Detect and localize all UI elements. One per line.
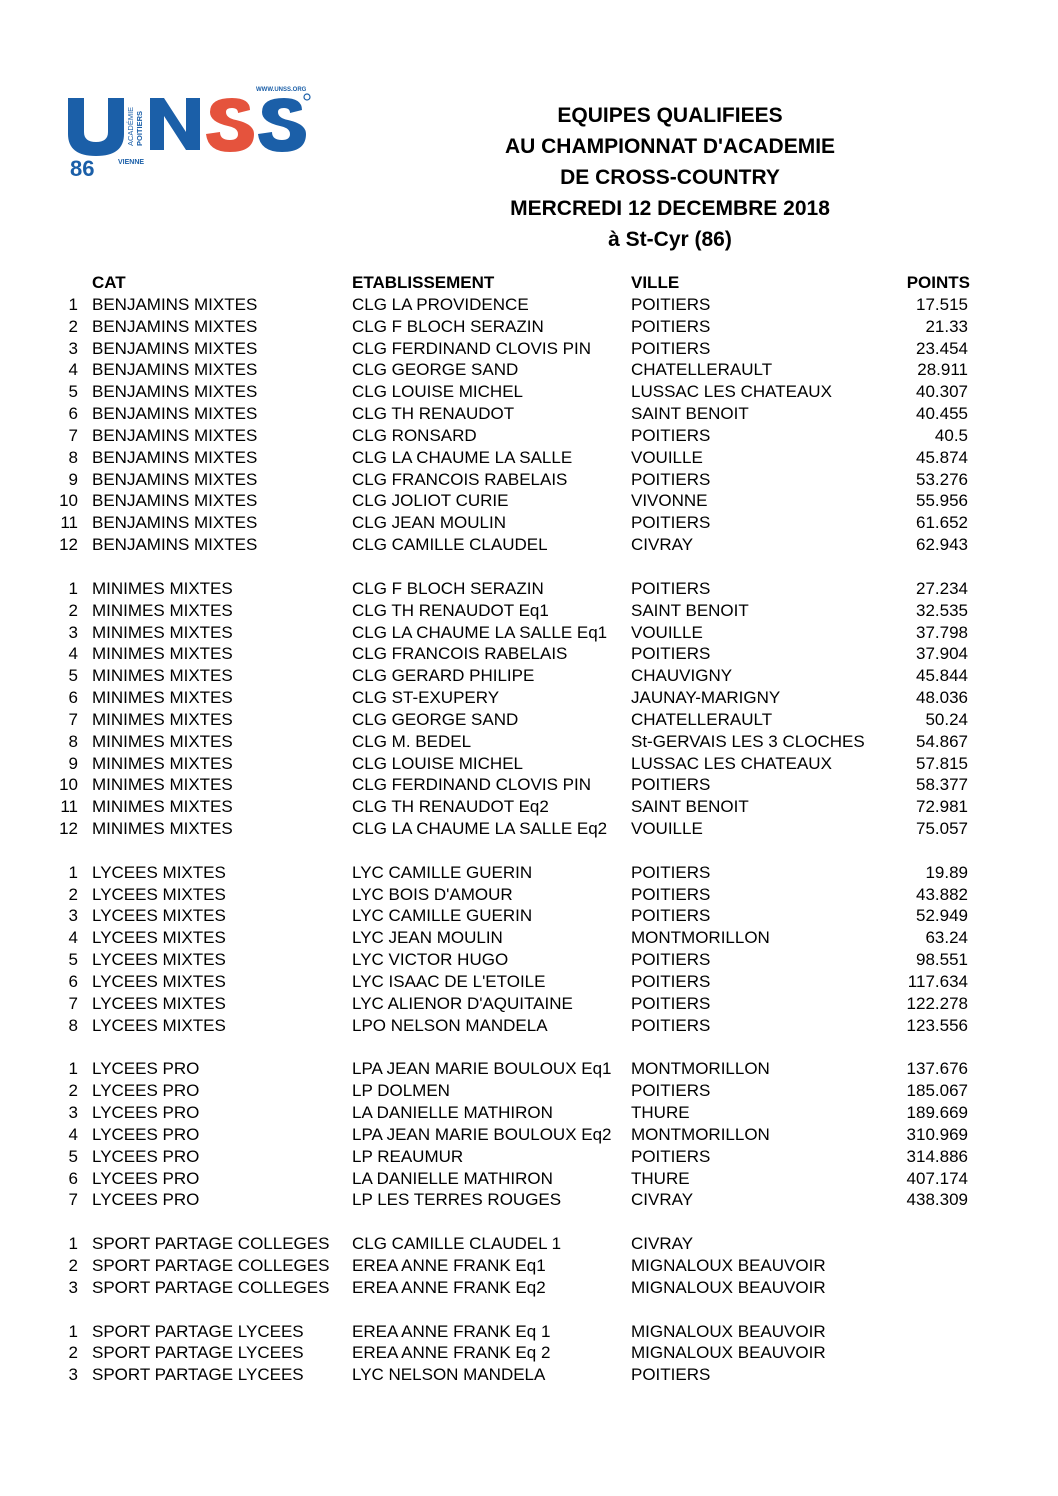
- establishment-cell: EREA ANNE FRANK Eq2: [352, 1277, 546, 1297]
- establishment-cell: CLG FERDINAND CLOVIS PIN: [352, 338, 591, 358]
- category-cell: LYCEES MIXTES: [92, 884, 226, 904]
- rank-cell: 5: [68, 1146, 78, 1166]
- table-header: [0, 272, 1058, 294]
- rank-cell: 4: [68, 928, 78, 948]
- establishment-cell: LYC ISAAC DE L'ETOILE: [352, 972, 546, 991]
- svg-text:POITIERS: POITIERS: [135, 110, 144, 146]
- category-cell: LYCEES MIXTES: [92, 928, 226, 948]
- table-row: [0, 687, 1058, 709]
- city-cell: POITIERS: [631, 513, 711, 533]
- city-cell: LUSSAC LES CHATEAUX: [631, 753, 832, 773]
- city-cell: MONTMORILLON: [631, 928, 770, 948]
- establishment-cell: CLG ST-EXUPERY: [352, 688, 500, 708]
- establishment-cell: CLG M. BEDEL: [352, 731, 472, 751]
- category-cell: BENJAMINS MIXTES: [92, 360, 258, 380]
- title-line-3: DE CROSS-COUNTRY: [560, 166, 780, 189]
- city-cell: MONTMORILLON: [631, 1124, 770, 1144]
- establishment-cell: LYC ALIENOR D'AQUITAINE: [352, 993, 573, 1013]
- category-cell: LYCEES MIXTES: [92, 993, 226, 1013]
- table-row: [0, 1146, 1058, 1168]
- establishment-cell: CLG CAMILLE CLAUDEL: [352, 535, 548, 555]
- svg-text:ACADÉMIE: ACADÉMIE: [126, 106, 135, 146]
- rank-cell: 2: [68, 884, 78, 904]
- rank-cell: 6: [68, 688, 78, 708]
- rank-cell: 1: [68, 1321, 78, 1341]
- establishment-cell: CLG JOLIOT CURIE: [352, 491, 509, 511]
- points-cell: 40.307: [916, 382, 968, 402]
- category-cell: LYCEES MIXTES: [92, 950, 226, 970]
- category-cell: MINIMES MIXTES: [92, 688, 233, 708]
- city-cell: VOUILLE: [631, 819, 703, 839]
- city-cell: POITIERS: [631, 294, 711, 314]
- table-row: [0, 338, 1058, 360]
- establishment-cell: CLG FRANCOIS RABELAIS: [352, 644, 568, 664]
- results-table: [0, 272, 1058, 1386]
- category-cell: LYCEES PRO: [92, 1168, 200, 1188]
- header-cat: CAT: [92, 273, 126, 292]
- rank-cell: 7: [68, 1190, 78, 1210]
- city-cell: MIGNALOUX BEAUVOIR: [631, 1277, 826, 1297]
- table-row: [0, 753, 1058, 775]
- rank-cell: 9: [68, 753, 78, 773]
- establishment-cell: LYC VICTOR HUGO: [352, 950, 509, 970]
- establishment-cell: CLG TH RENAUDOT: [352, 404, 515, 424]
- table-row: [0, 578, 1058, 600]
- category-cell: BENJAMINS MIXTES: [92, 404, 258, 424]
- svg-text:WWW.UNSS.ORG: WWW.UNSS.ORG: [256, 87, 307, 93]
- rank-cell: 3: [68, 622, 78, 642]
- table-body: [0, 294, 1058, 1386]
- points-cell: 122.278: [906, 993, 968, 1013]
- table-row: [0, 971, 1058, 993]
- establishment-cell: LPA JEAN MARIE BOULOUX Eq2: [352, 1124, 612, 1144]
- establishment-cell: LP REAUMUR: [352, 1146, 464, 1166]
- category-cell: BENJAMINS MIXTES: [92, 513, 258, 533]
- points-cell: 45.874: [916, 447, 968, 467]
- city-cell: POITIERS: [631, 469, 711, 489]
- table-row: [0, 1102, 1058, 1124]
- points-cell: 37.798: [916, 622, 968, 642]
- category-cell: MINIMES MIXTES: [92, 819, 233, 839]
- rank-cell: 3: [68, 906, 78, 926]
- category-cell: MINIMES MIXTES: [92, 731, 233, 751]
- category-cell: BENJAMINS MIXTES: [92, 294, 258, 314]
- rank-cell: 7: [68, 709, 78, 729]
- establishment-cell: LYC CAMILLE GUERIN: [352, 862, 533, 882]
- city-cell: St-GERVAIS LES 3 CLOCHES: [631, 731, 865, 751]
- table-row: [0, 1364, 1058, 1386]
- rank-cell: 10: [59, 491, 78, 511]
- rank-cell: 4: [68, 1124, 78, 1144]
- document-title: [420, 100, 920, 255]
- table-row: [0, 774, 1058, 796]
- rank-cell: 10: [59, 775, 78, 795]
- category-cell: MINIMES MIXTES: [92, 709, 233, 729]
- category-cell: SPORT PARTAGE COLLEGES: [92, 1234, 330, 1254]
- points-cell: 75.057: [916, 819, 968, 839]
- rank-cell: 4: [68, 360, 78, 380]
- points-cell: 52.949: [916, 906, 968, 926]
- points-cell: 98.551: [916, 950, 968, 970]
- establishment-cell: LA DANIELLE MATHIRON: [352, 1103, 553, 1123]
- rank-cell: 1: [68, 1234, 78, 1254]
- points-cell: 17.515: [916, 294, 968, 314]
- city-cell: POITIERS: [631, 884, 711, 904]
- category-cell: LYCEES MIXTES: [92, 1015, 226, 1035]
- title-line-4: MERCREDI 12 DECEMBRE 2018: [510, 197, 830, 220]
- table-row: [0, 1321, 1058, 1343]
- establishment-cell: CLG GERARD PHILIPE: [352, 666, 535, 686]
- establishment-cell: CLG LA PROVIDENCE: [352, 294, 529, 314]
- city-cell: MIGNALOUX BEAUVOIR: [631, 1343, 826, 1363]
- table-row: [0, 622, 1058, 644]
- city-cell: CIVRAY: [631, 1234, 694, 1254]
- rank-cell: 3: [68, 1365, 78, 1385]
- table-row: [0, 294, 1058, 316]
- table-row: [0, 731, 1058, 753]
- points-cell: 117.634: [907, 972, 968, 991]
- establishment-cell: CLG F BLOCH SERAZIN: [352, 316, 544, 336]
- table-row: [0, 905, 1058, 927]
- category-cell: LYCEES PRO: [92, 1059, 200, 1079]
- city-cell: VOUILLE: [631, 622, 703, 642]
- table-row: [0, 665, 1058, 687]
- table-row: [0, 949, 1058, 971]
- points-cell: 123.556: [906, 1015, 968, 1035]
- rank-cell: 7: [68, 993, 78, 1013]
- points-cell: 43.882: [916, 884, 968, 904]
- rank-cell: 6: [68, 1168, 78, 1188]
- establishment-cell: CLG LA CHAUME LA SALLE: [352, 447, 573, 467]
- category-cell: BENJAMINS MIXTES: [92, 425, 258, 445]
- establishment-cell: LYC NELSON MANDELA: [352, 1365, 546, 1385]
- category-cell: MINIMES MIXTES: [92, 775, 233, 795]
- city-cell: MIGNALOUX BEAUVOIR: [631, 1321, 826, 1341]
- table-row: [0, 316, 1058, 338]
- category-cell: MINIMES MIXTES: [92, 578, 233, 598]
- table-row: [0, 1189, 1058, 1211]
- points-cell: 23.454: [916, 338, 968, 358]
- category-cell: MINIMES MIXTES: [92, 600, 233, 620]
- table-row: [0, 1277, 1058, 1299]
- rank-cell: 2: [68, 1343, 78, 1363]
- city-cell: THURE: [631, 1168, 690, 1188]
- table-row: [0, 359, 1058, 381]
- table-row: [0, 425, 1058, 447]
- rank-cell: 1: [68, 578, 78, 598]
- rank-cell: 6: [68, 404, 78, 424]
- city-cell: POITIERS: [631, 425, 711, 445]
- points-cell: 19.89: [925, 862, 968, 882]
- city-cell: THURE: [631, 1103, 690, 1123]
- category-cell: BENJAMINS MIXTES: [92, 382, 258, 402]
- city-cell: POITIERS: [631, 316, 711, 336]
- city-cell: CHAUVIGNY: [631, 666, 733, 686]
- rank-cell: 3: [68, 1103, 78, 1123]
- establishment-cell: EREA ANNE FRANK Eq 1: [352, 1321, 551, 1341]
- establishment-cell: LP DOLMEN: [352, 1081, 450, 1101]
- table-row: [0, 818, 1058, 840]
- establishment-cell: CLG RONSARD: [352, 425, 477, 445]
- city-cell: VOUILLE: [631, 447, 703, 467]
- table-row: [0, 709, 1058, 731]
- establishment-cell: CLG LOUISE MICHEL: [352, 382, 523, 402]
- table-row: [0, 1058, 1058, 1080]
- points-cell: 48.036: [916, 688, 968, 708]
- city-cell: POITIERS: [631, 578, 711, 598]
- category-cell: BENJAMINS MIXTES: [92, 447, 258, 467]
- category-cell: LYCEES PRO: [92, 1081, 200, 1101]
- header-points: POINTS: [906, 273, 970, 292]
- city-cell: CHATELLERAULT: [631, 360, 773, 380]
- category-cell: LYCEES MIXTES: [92, 862, 226, 882]
- title-line-1: EQUIPES QUALIFIEES: [557, 104, 783, 127]
- header-etablissement: ETABLISSEMENT: [352, 273, 495, 292]
- category-cell: MINIMES MIXTES: [92, 666, 233, 686]
- table-row: [0, 600, 1058, 622]
- rank-cell: 11: [60, 797, 78, 817]
- city-cell: LUSSAC LES CHATEAUX: [631, 382, 832, 402]
- rank-cell: 2: [68, 1081, 78, 1101]
- category-cell: MINIMES MIXTES: [92, 797, 233, 817]
- city-cell: VIVONNE: [631, 491, 708, 511]
- rank-cell: 2: [68, 316, 78, 336]
- table-row: [0, 1080, 1058, 1102]
- city-cell: MONTMORILLON: [631, 1059, 770, 1079]
- city-cell: POITIERS: [631, 993, 711, 1013]
- city-cell: CIVRAY: [631, 1190, 694, 1210]
- rank-cell: 4: [68, 644, 78, 664]
- rank-cell: 5: [68, 666, 78, 686]
- header-ville: VILLE: [631, 273, 680, 292]
- city-cell: POITIERS: [631, 775, 711, 795]
- category-cell: SPORT PARTAGE LYCEES: [92, 1321, 304, 1341]
- city-cell: CIVRAY: [631, 535, 694, 555]
- table-row: [0, 534, 1058, 556]
- points-cell: 50.24: [925, 709, 968, 729]
- establishment-cell: CLG JEAN MOULIN: [352, 513, 506, 533]
- rank-cell: 8: [68, 447, 78, 467]
- points-cell: 53.276: [916, 469, 968, 489]
- category-cell: SPORT PARTAGE LYCEES: [92, 1365, 304, 1385]
- points-cell: 37.904: [916, 644, 968, 664]
- category-cell: BENJAMINS MIXTES: [92, 316, 258, 336]
- city-cell: POITIERS: [631, 1365, 711, 1385]
- city-cell: MIGNALOUX BEAUVOIR: [631, 1255, 826, 1275]
- table-row: [0, 884, 1058, 906]
- category-cell: MINIMES MIXTES: [92, 753, 233, 773]
- points-cell: 61.652: [916, 513, 968, 533]
- category-cell: SPORT PARTAGE LYCEES: [92, 1343, 304, 1363]
- table-row: [0, 1124, 1058, 1146]
- title-line-2: AU CHAMPIONNAT D'ACADEMIE: [504, 135, 836, 158]
- city-cell: CHATELLERAULT: [631, 709, 773, 729]
- category-cell: MINIMES MIXTES: [92, 622, 233, 642]
- points-cell: 21.33: [925, 316, 968, 336]
- points-cell: 310.969: [906, 1124, 968, 1144]
- establishment-cell: LPA JEAN MARIE BOULOUX Eq1: [352, 1059, 612, 1079]
- establishment-cell: LP LES TERRES ROUGES: [352, 1190, 562, 1210]
- points-cell: 185.067: [906, 1081, 968, 1101]
- points-cell: 27.234: [916, 578, 968, 598]
- points-cell: 40.455: [916, 404, 968, 424]
- city-cell: POITIERS: [631, 1146, 711, 1166]
- establishment-cell: CLG GEORGE SAND: [352, 709, 519, 729]
- category-cell: BENJAMINS MIXTES: [92, 469, 258, 489]
- category-cell: BENJAMINS MIXTES: [92, 535, 258, 555]
- table-row: [0, 993, 1058, 1015]
- city-cell: SAINT BENOIT: [631, 600, 749, 620]
- points-cell: 57.815: [916, 753, 968, 773]
- establishment-cell: LYC BOIS D'AMOUR: [352, 884, 513, 904]
- table-row: [0, 490, 1058, 512]
- rank-cell: 1: [68, 862, 78, 882]
- table-row: [0, 403, 1058, 425]
- establishment-cell: LA DANIELLE MATHIRON: [352, 1168, 553, 1188]
- city-cell: POITIERS: [631, 338, 711, 358]
- table-row: [0, 469, 1058, 491]
- city-cell: POITIERS: [631, 906, 711, 926]
- category-cell: BENJAMINS MIXTES: [92, 338, 258, 358]
- table-row: [0, 512, 1058, 534]
- rank-cell: 3: [68, 338, 78, 358]
- points-cell: 63.24: [925, 928, 968, 948]
- points-cell: 62.943: [916, 535, 968, 555]
- table-row: [0, 862, 1058, 884]
- establishment-cell: CLG TH RENAUDOT Eq1: [352, 600, 549, 620]
- table-row: [0, 1255, 1058, 1277]
- establishment-cell: LPO NELSON MANDELA: [352, 1015, 548, 1035]
- city-cell: POITIERS: [631, 1081, 711, 1101]
- rank-cell: 1: [68, 1059, 78, 1079]
- establishment-cell: LYC CAMILLE GUERIN: [352, 906, 533, 926]
- table-row: [0, 1233, 1058, 1255]
- rank-cell: 12: [59, 819, 78, 839]
- rank-cell: 8: [68, 1015, 78, 1035]
- establishment-cell: LYC JEAN MOULIN: [352, 928, 503, 948]
- points-cell: 32.535: [916, 600, 968, 620]
- category-cell: LYCEES PRO: [92, 1146, 200, 1166]
- establishment-cell: CLG CAMILLE CLAUDEL 1: [352, 1234, 562, 1254]
- category-cell: LYCEES MIXTES: [92, 972, 226, 991]
- rank-cell: 7: [68, 425, 78, 445]
- city-cell: POITIERS: [631, 862, 711, 882]
- rank-cell: 9: [68, 469, 78, 489]
- rank-cell: 5: [68, 950, 78, 970]
- points-cell: 407.174: [906, 1168, 968, 1188]
- table-row: [0, 447, 1058, 469]
- category-cell: LYCEES PRO: [92, 1124, 200, 1144]
- establishment-cell: CLG GEORGE SAND: [352, 360, 519, 380]
- city-cell: JAUNAY-MARIGNY: [631, 688, 781, 708]
- points-cell: 55.956: [916, 491, 968, 511]
- category-cell: SPORT PARTAGE COLLEGES: [92, 1255, 330, 1275]
- category-cell: BENJAMINS MIXTES: [92, 491, 258, 511]
- city-cell: POITIERS: [631, 644, 711, 664]
- category-cell: LYCEES PRO: [92, 1103, 200, 1123]
- establishment-cell: CLG LA CHAUME LA SALLE Eq1: [352, 622, 608, 642]
- unss-logo: [64, 80, 314, 180]
- establishment-cell: CLG FERDINAND CLOVIS PIN: [352, 775, 591, 795]
- points-cell: 28.911: [917, 360, 968, 380]
- city-cell: POITIERS: [631, 950, 711, 970]
- rank-cell: 2: [68, 600, 78, 620]
- establishment-cell: CLG LOUISE MICHEL: [352, 753, 523, 773]
- points-cell: 58.377: [916, 775, 968, 795]
- city-cell: POITIERS: [631, 972, 711, 991]
- points-cell: 40.5: [934, 425, 968, 445]
- rank-cell: 6: [68, 972, 78, 991]
- title-line-5: à St-Cyr (86): [608, 228, 732, 251]
- establishment-cell: EREA ANNE FRANK Eq 2: [352, 1343, 551, 1363]
- points-cell: 314.886: [906, 1146, 968, 1166]
- table-row: [0, 643, 1058, 665]
- table-row: [0, 1168, 1058, 1190]
- rank-cell: 5: [68, 382, 78, 402]
- table-row: [0, 796, 1058, 818]
- category-cell: LYCEES MIXTES: [92, 906, 226, 926]
- city-cell: SAINT BENOIT: [631, 797, 749, 817]
- establishment-cell: CLG FRANCOIS RABELAIS: [352, 469, 568, 489]
- establishment-cell: CLG F BLOCH SERAZIN: [352, 578, 544, 598]
- category-cell: SPORT PARTAGE COLLEGES: [92, 1277, 330, 1297]
- city-cell: POITIERS: [631, 1015, 711, 1035]
- svg-text:86: 86: [70, 156, 95, 180]
- city-cell: SAINT BENOIT: [631, 404, 749, 424]
- unss-logo-graphic: [64, 80, 314, 180]
- rank-cell: 8: [68, 731, 78, 751]
- table-row: [0, 1015, 1058, 1037]
- category-cell: LYCEES PRO: [92, 1190, 200, 1210]
- table-row: [0, 927, 1058, 949]
- rank-cell: 2: [68, 1255, 78, 1275]
- rank-cell: 3: [68, 1277, 78, 1297]
- table-row: [0, 381, 1058, 403]
- establishment-cell: CLG TH RENAUDOT Eq2: [352, 797, 549, 817]
- table-row: [0, 1342, 1058, 1364]
- points-cell: 189.669: [906, 1103, 968, 1123]
- points-cell: 54.867: [916, 731, 968, 751]
- points-cell: 438.309: [906, 1190, 968, 1210]
- rank-cell: 1: [68, 294, 78, 314]
- points-cell: 137.676: [906, 1059, 968, 1079]
- rank-cell: 11: [60, 513, 78, 533]
- establishment-cell: CLG LA CHAUME LA SALLE Eq2: [352, 819, 608, 839]
- category-cell: MINIMES MIXTES: [92, 644, 233, 664]
- rank-cell: 12: [59, 535, 78, 555]
- svg-text:VIENNE: VIENNE: [118, 159, 145, 166]
- establishment-cell: EREA ANNE FRANK Eq1: [352, 1255, 546, 1275]
- points-cell: 45.844: [916, 666, 968, 686]
- points-cell: 72.981: [916, 797, 968, 817]
